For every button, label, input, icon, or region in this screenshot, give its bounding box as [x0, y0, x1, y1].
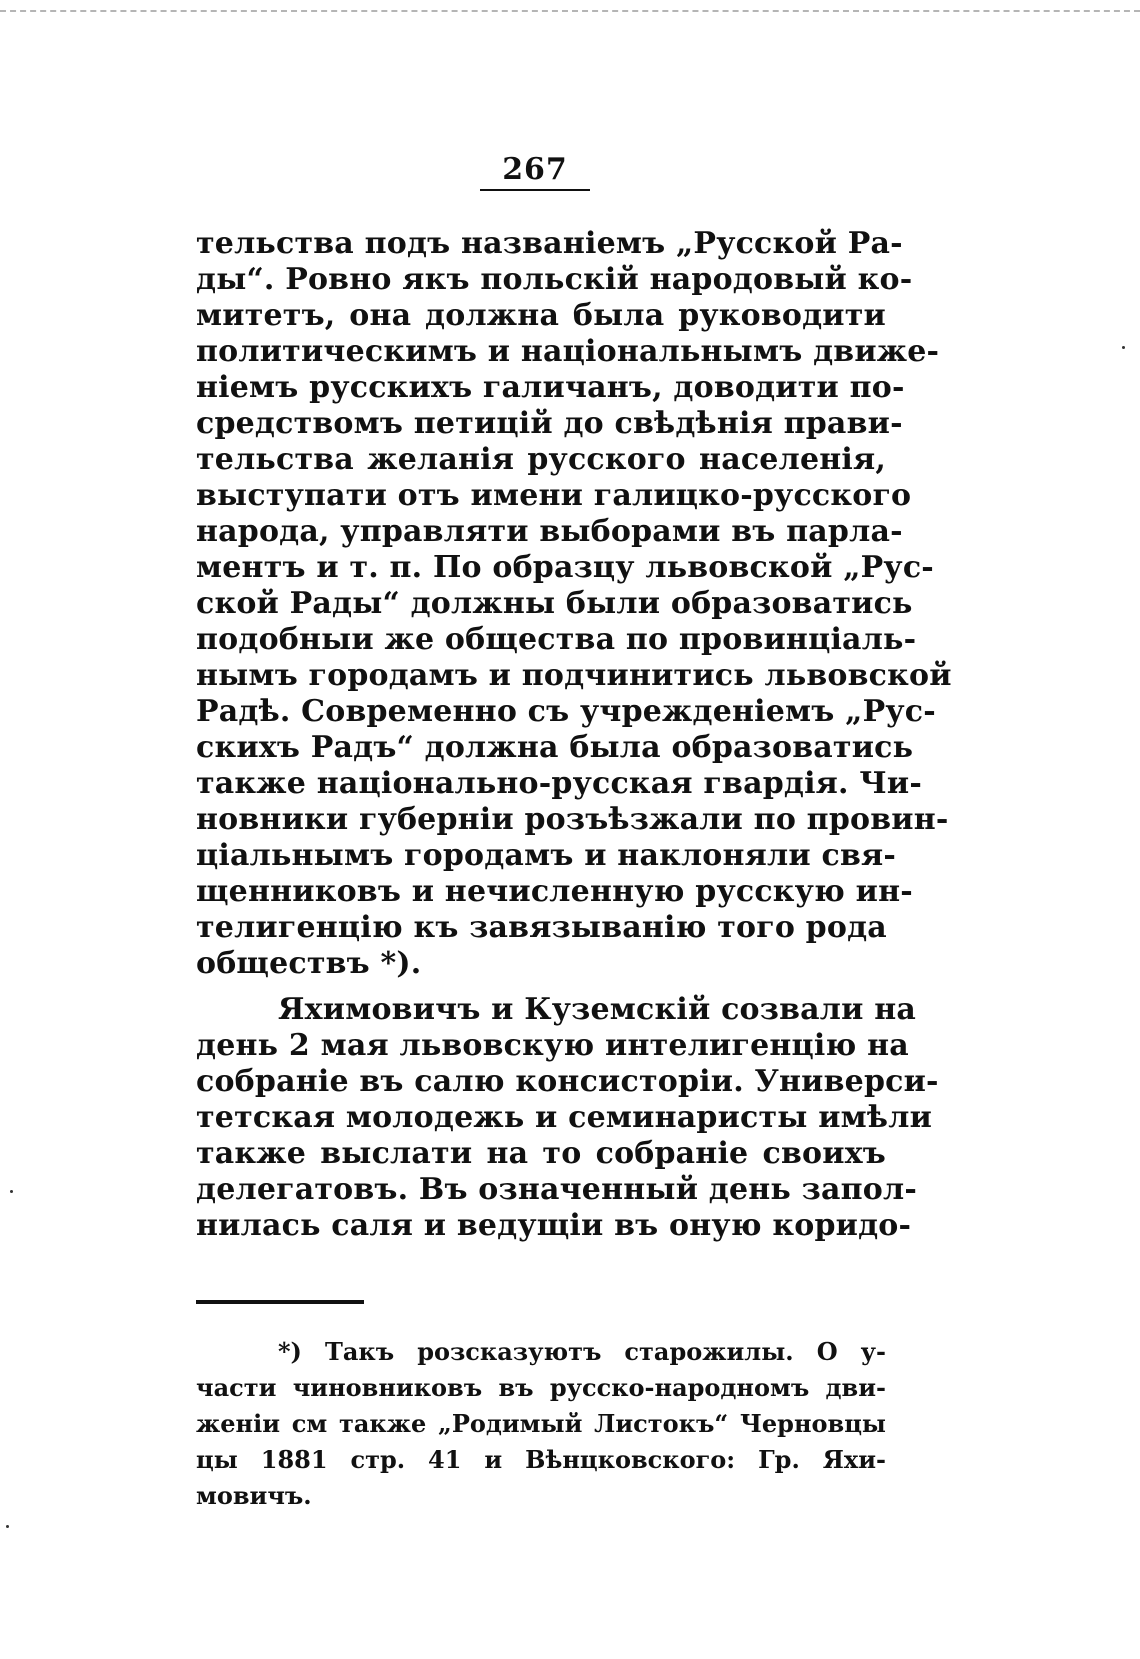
text-line: нымъ городамъ и подчинитись львовской	[196, 658, 952, 693]
scan-top-edge	[0, 10, 1140, 12]
text-line: также выслати на то собраніе своихъ	[196, 1136, 886, 1171]
text-line: телигенцію къ завязыванію того рода	[196, 910, 887, 945]
text-line: ціальнымъ городамъ и наклоняли свя-	[196, 838, 897, 873]
main-text	[196, 226, 952, 1244]
text-line: тетская молодежь и семинаристы имѣли	[196, 1100, 933, 1135]
text-line: политическимъ и національнымъ движе-	[196, 334, 940, 369]
text-line: тельства желанія русского населенія,	[196, 442, 886, 477]
footnote-line: цы 1881 стр. 41 и Вѣнцковского: Гр. Яхи-	[196, 1445, 886, 1474]
scan-speck	[1122, 346, 1125, 349]
text-line: скихъ Радъ“ должна была образоватись	[196, 730, 914, 765]
text-line: подобныи же общества по провинціаль-	[196, 622, 917, 657]
text-line: день 2 мая львовскую интелигенцію на	[196, 1028, 909, 1063]
footnote-line: мовичъ.	[196, 1481, 312, 1510]
text-line: Радѣ. Современно съ учрежденіемъ „Рус-	[196, 694, 936, 729]
footnote	[196, 1334, 886, 1514]
page-number: 267	[480, 152, 590, 191]
scan-speck	[10, 1190, 13, 1193]
text-line: собраніе въ салю консисторіи. Универси-	[196, 1064, 939, 1099]
text-line: ментъ и т. п. По образцу львовской „Рус-	[196, 550, 934, 585]
text-line: ніемъ русскихъ галичанъ, доводити по-	[196, 370, 905, 405]
text-line: делегатовъ. Въ означенный день запол-	[196, 1172, 917, 1207]
text-line: обществъ *).	[196, 946, 422, 981]
text-line: тельства подъ названіемъ „Русской Ра-	[196, 226, 903, 261]
footnote-line: женіи см также „Родимый Листокъ“ Черновцы	[196, 1409, 886, 1438]
footnote-line: части чиновниковъ въ русско-народномъ дви-	[196, 1373, 886, 1402]
text-line: средствомъ петицій до свѣдѣнія прави-	[196, 406, 903, 441]
text-line: Яхимовичъ и Куземскій созвали на	[278, 992, 917, 1027]
text-line: ской Рады“ должны были образоватись	[196, 586, 913, 621]
text-line: нилась саля и ведущіи въ оную коридо-	[196, 1208, 912, 1243]
text-line: народа, управляти выборами въ парла-	[196, 514, 903, 549]
paragraph-gap	[196, 982, 886, 992]
text-line: новники губерніи розъѣзжали по провин-	[196, 802, 949, 837]
scan-speck	[6, 1525, 9, 1528]
text-line: также національно-русская гвардія. Чи-	[196, 766, 923, 801]
text-line: ды“. Ровно якъ польскій народовый ко-	[196, 262, 913, 297]
text-line: щенниковъ и нечисленную русскую ин-	[196, 874, 913, 909]
text-line: выступати отъ имени галицко-русского	[196, 478, 912, 513]
footnote-divider	[196, 1300, 364, 1304]
footnote-line: *) Такъ розсказуютъ старожилы. О у-	[278, 1337, 886, 1366]
text-line: митетъ, она должна была руководити	[196, 298, 886, 333]
